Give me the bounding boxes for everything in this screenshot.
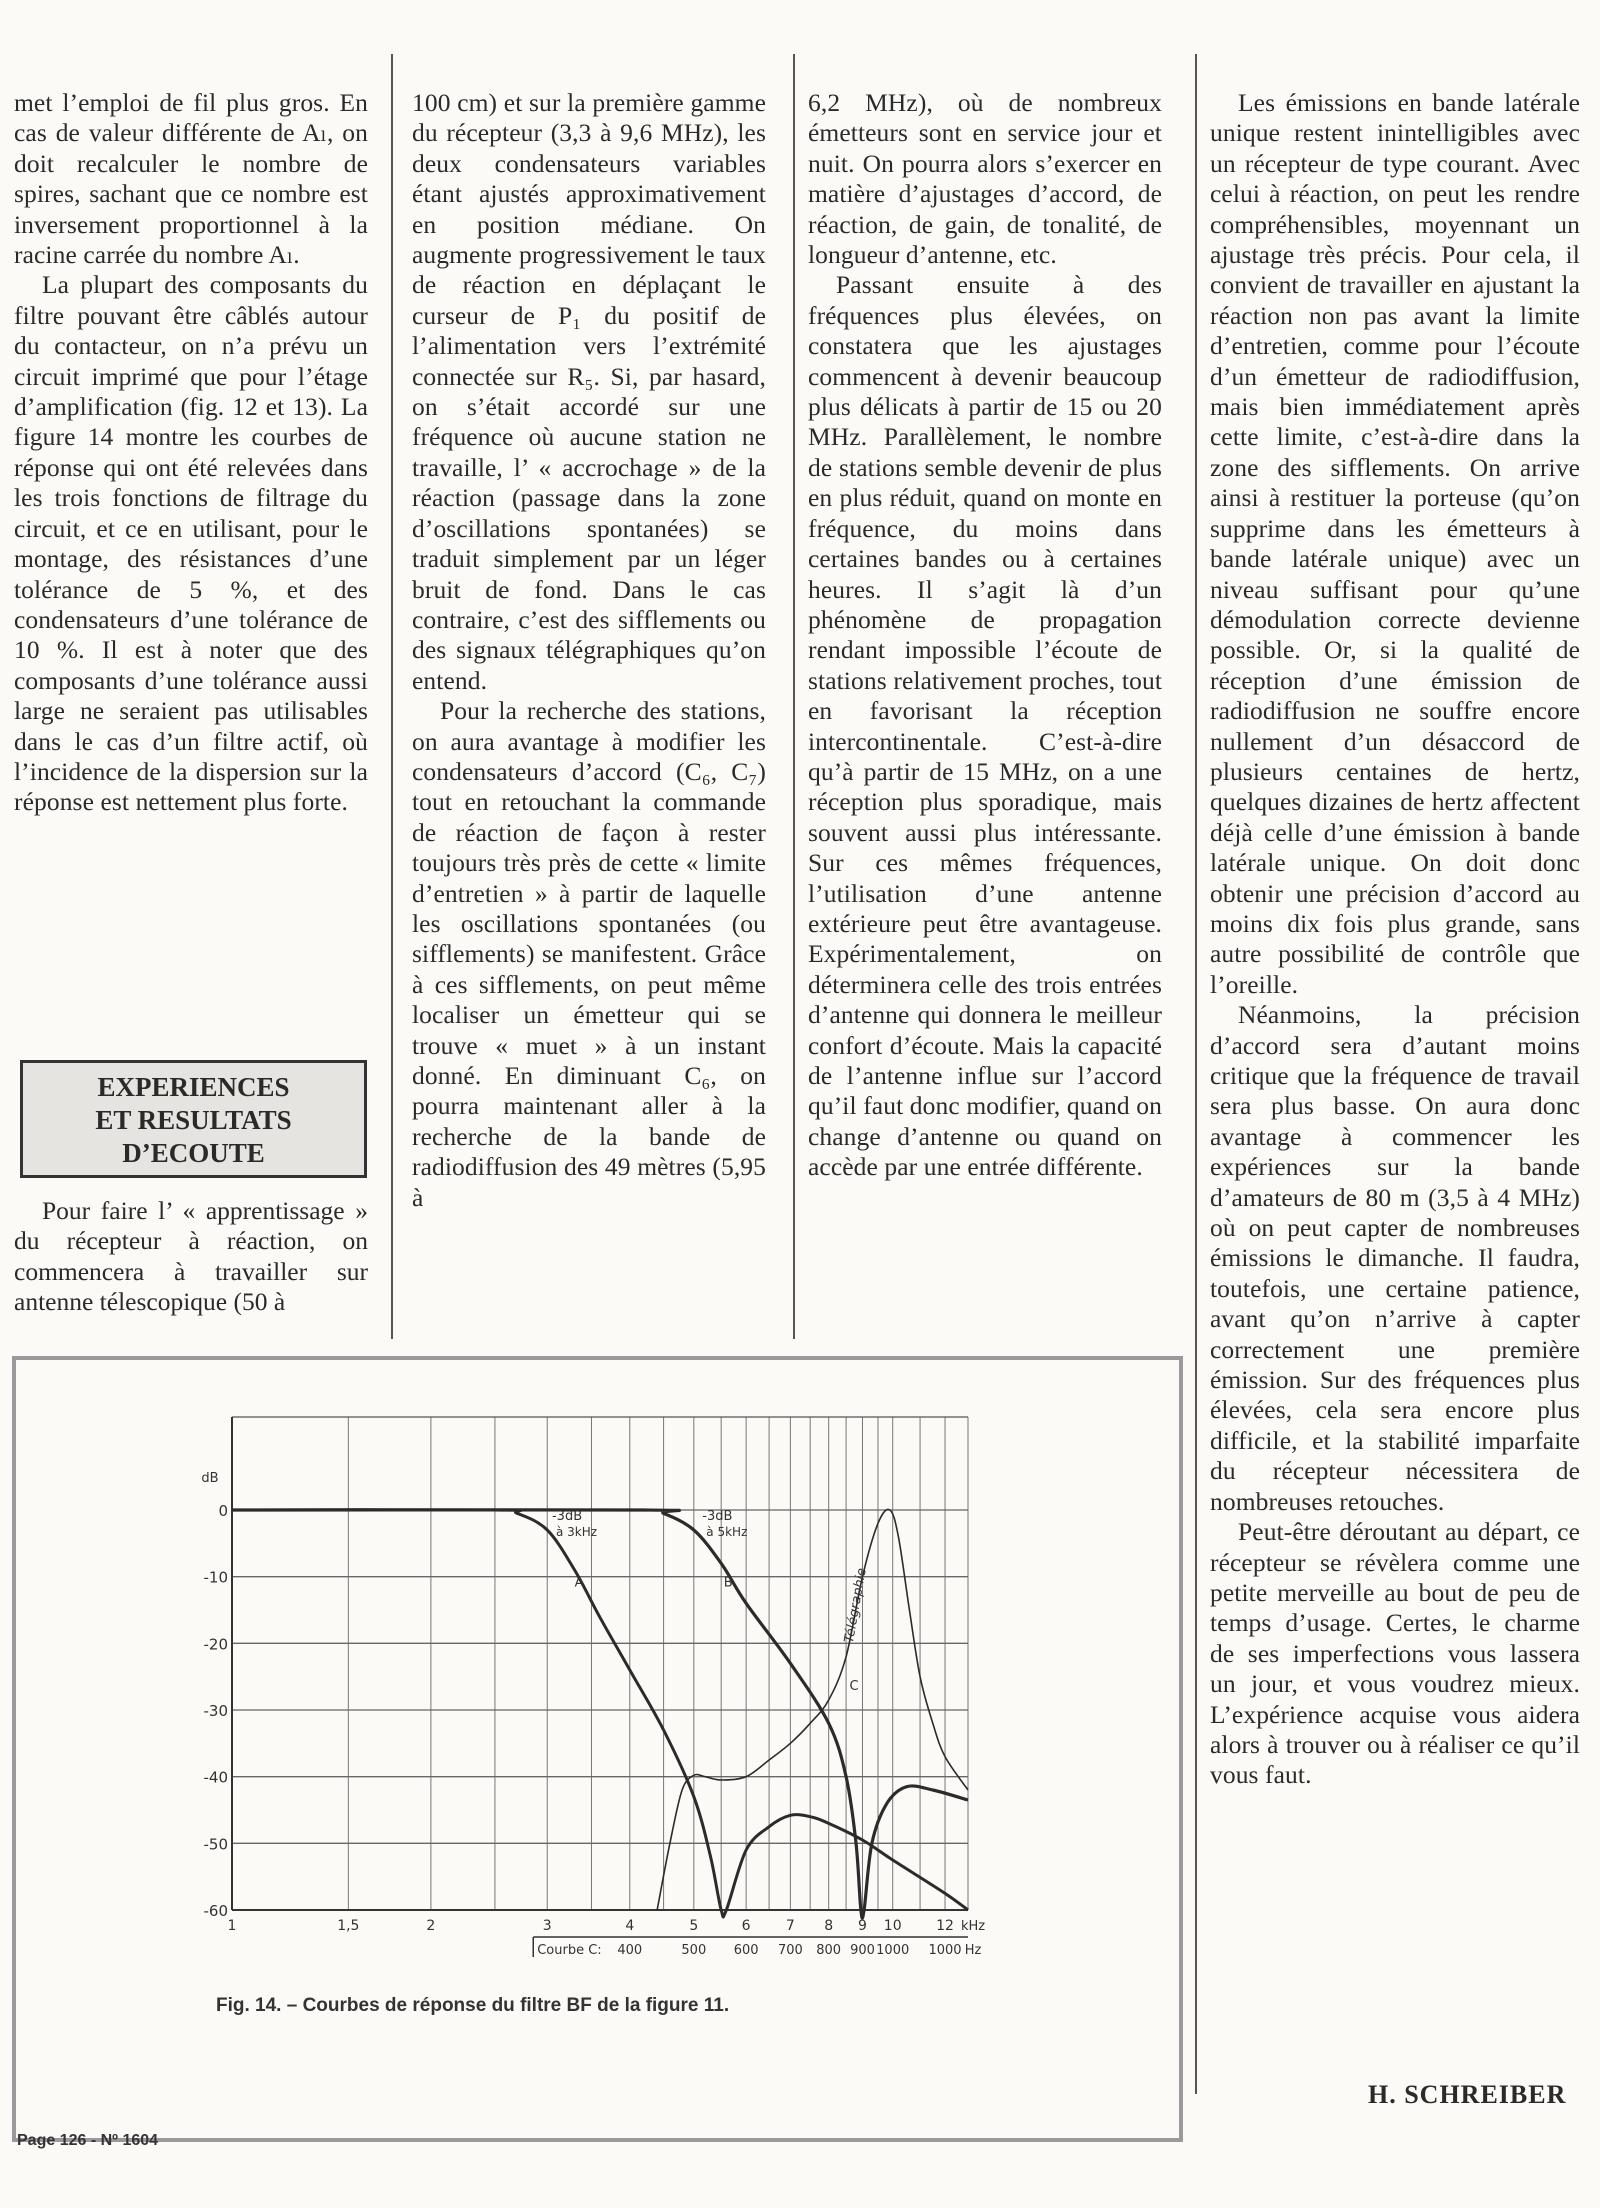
secondary-tick-label: 900 (850, 1943, 875, 1958)
figure-frame (12, 1356, 1183, 2142)
text-column-1 (14, 88, 368, 818)
column-rule (793, 54, 795, 1339)
page-footer: Page 126 - Nº 1604 (17, 2132, 159, 2149)
secondary-tick-label: 700 (777, 1943, 803, 1958)
response-curve-chart (16, 1360, 1179, 2138)
section-heading-line: D’ECOUTE (122, 1138, 265, 1168)
y-tick-label: -20 (203, 1635, 228, 1654)
secondary-tick-label: 1000 (928, 1943, 962, 1958)
section-heading-line: ET RESULTATS (95, 1105, 292, 1135)
paragraph: 6,2 MHz), où de nombreux émetteurs sont en service jour et nuit. On pourra alors s’exercer en matière d’ajustages d’accord, de réaction, de gain, de tonalité, de longueur d’antenne, etc. (808, 88, 1162, 270)
figure-caption: Fig. 14. – Courbes de réponse du filtre BF de la figure 11. (216, 1995, 730, 2016)
secondary-axis-label: Courbe C: (537, 1943, 602, 1958)
text-column-1-continued (14, 1196, 368, 1318)
secondary-tick-label: 400 (617, 1943, 643, 1958)
x-tick-label: 6 (741, 1918, 751, 1934)
x-unit-label: kHz (960, 1919, 986, 1934)
secondary-tick-label: 1000 (876, 1943, 910, 1958)
curve-annotation: -3dB (551, 1509, 583, 1524)
secondary-tick-label: 600 (733, 1943, 759, 1958)
column-rule (1195, 54, 1197, 2094)
text-column-3 (808, 88, 1162, 1183)
text-column-2 (412, 88, 766, 1213)
y-tick-label: 0 (218, 1502, 228, 1520)
text-column-4 (1210, 88, 1580, 1791)
y-axis-label: dB (201, 1471, 219, 1486)
y-tick-label: -10 (203, 1568, 228, 1587)
y-tick-label: -50 (203, 1835, 228, 1854)
paragraph: 100 cm) et sur la première gamme du récepteur (3,3 à 9,6 MHz), les deux condensateurs variables étant ajustés approximativement en position médiane. On augmente progressivement le taux de réaction en déplaçant le curseur de P₁ du positif de l’alimentation vers l’extrémité connectée sur R₅. Si, par hasard, on s’était accordé sur une fréquence où aucune station ne travaille, l’ « accrochage » de la réaction (passage dans la zone d’oscillations spontanées) se traduit simplement par un léger bruit de fond. Dans le cas contraire, c’est des sifflements ou des signaux télégraphiques qu’on entend. (412, 88, 766, 695)
x-tick-label: 3 (542, 1918, 552, 1934)
x-tick-label: 12 (936, 1918, 954, 1934)
secondary-unit-label: Hz (964, 1943, 982, 1958)
paragraph: met l’emploi de fil plus gros. En cas de valeur différente de Aₗ, on doit recalculer le nombre de spires, sachant que ce nombre est inversement proportionnel à la racine carrée du nombre Aₗ. (14, 88, 368, 270)
paragraph: Les émissions en bande latérale unique restent inintelligibles avec un récepteur de type courant. Avec celui à réaction, on peut les rendre compréhensibles, moyennant un ajustage très précis. Pour cela, il convient de travailler en ajustant la réaction non pas avant la limite d’entretien, comme pour l’écoute d’un émetteur de radiodiffusion, mais bien immédiatement après cette limite, c’est-à-dire dans la zone des sifflements. On arrive ainsi à restituer la porteuse (qu’on supprime dans les émetteurs à bande latérale unique) avec un niveau suffisant pour qu’une démodulation correcte devienne possible. Or, si la qualité de réception d’une émission de radiodiffusion ne souffre encore nullement d’un désaccord de plusieurs centaines de hertz, quelques dizaines de hertz affectent déjà celle d’une émission à bande latérale unique. On doit donc obtenir une précision d’accord au moins dix fois plus grande, sans autre possibilité de contrôle que l’oreille. (1210, 88, 1580, 999)
curve-annotation: B (723, 1575, 733, 1591)
x-tick-label: 5 (689, 1918, 699, 1934)
x-tick-label: 7 (785, 1918, 795, 1934)
curve-annotation: C (849, 1679, 859, 1694)
paragraph: Passant ensuite à des fréquences plus élevées, on constatera que les ajustages commencent à devenir beaucoup plus délicats à partir de 15 ou 20 MHz. Parallèlement, le nombre de stations semble devenir de plus en plus réduit, quand on monte en fréquence, du moins dans certaines bandes ou à certaines heures. Il s’agit là d’un phénomène de propagation rendant impossible l’écoute de stations relativement proches, tout en favorisant la réception intercontinentale. C’est-à-dire qu’à partir de 15 MHz, on a une réception plus sporadique, mais souvent aussi plus intéressante. Sur ces mêmes fréquences, l’utilisation d’une antenne extérieure peut être avantageuse. Expérimentalement, on déterminera celle des trois entrées d’antenne qui donnera le meilleur confort d’écoute. Mais la capacité de l’antenne influe sur l’accord qu’il faut donc modifier, quand on change d’antenne ou quand on accède par une entrée différente. (808, 270, 1162, 1182)
paragraph: Pour la recherche des stations, on aura avantage à modifier les condensateurs d’accord (C₆, C₇) tout en retouchant la commande de réaction de façon à rester toujours très près de cette « limite d’entretien » à partir de laquelle les oscillations spontanées (ou sifflements) se manifestent. Grâce à ces sifflements, on peut même localiser un émetteur qui se trouve « muet » à un instant donné. En diminuant C₆, on pourra maintenant aller à la recherche de la bande de radiodiffusion des 49 mètres (5,95 à (412, 696, 766, 1212)
curve-annotation: A (574, 1575, 584, 1591)
y-tick-label: -30 (203, 1702, 228, 1720)
secondary-tick-label: 800 (816, 1943, 842, 1958)
paragraph: Pour faire l’ « apprentissage » du récepteur à réaction, on commencera à travailler sur antenne télescopique (50 à (14, 1196, 368, 1317)
paragraph: Néanmoins, la précision d’accord sera d’autant moins critique que la fréquence de travail sera plus basse. On aura donc avantage à commencer les expériences sur la bande d’amateurs de 80 m (3,5 à 4 MHz) où on peut capter de nombreuses émissions le dimanche. Il faudra, toutefois, une certaine patience, avant qu’on n’arrive à capter correctement une première émission. Sur des fréquences plus élevées, cela sera encore plus difficile, et la stabilité imparfaite du récepteur nécessitera de nombreuses retouches. (1210, 1000, 1580, 1516)
x-tick-label: 1 (227, 1918, 237, 1934)
x-tick-label: 8 (824, 1918, 834, 1934)
y-tick-label: -60 (203, 1902, 228, 1920)
section-heading-line: EXPERIENCES (97, 1072, 290, 1102)
y-tick-label: -40 (203, 1768, 228, 1787)
x-tick-label: 9 (858, 1918, 867, 1934)
x-tick-label: 10 (883, 1918, 902, 1934)
curve-annotation-sub: à 5kHz (706, 1525, 748, 1539)
secondary-tick-label: 500 (681, 1943, 707, 1958)
x-tick-label: 2 (426, 1918, 436, 1934)
x-tick-label: 4 (625, 1918, 635, 1934)
section-heading (20, 1060, 367, 1178)
paragraph: Peut-être déroutant au départ, ce récepteur se révèlera comme une petite merveille au bout de peu de temps d’usage. Certes, le charme de ses imperfections vous lassera un jour, et vous voudrez mieux. L’expérience acquise vous aidera alors à trouver ou à réaliser ce qu’il vous faut. (1210, 1517, 1580, 1790)
curve-annotation-sub: à 3kHz (555, 1525, 598, 1539)
annotation-telegraphie: Télégraphie (841, 1566, 870, 1645)
column-rule (391, 54, 393, 1339)
curve-annotation: -3dB (702, 1509, 733, 1524)
author-signature: H. SCHREIBER (1368, 2080, 1567, 2109)
paragraph: La plupart des composants du filtre pouvant être câblés autour du contacteur, on n’a prévu un circuit imprimé que pour l’étage d’amplification (fig. 12 et 13). La figure 14 montre les courbes de réponse qui ont été relevées dans les trois fonctions de filtrage du circuit, et ce en utilisant, pour le montage, des résistances d’une tolérance de 5 %, et des condensateurs d’une tolérance de 10 %. Il est à noter que des composants d’une tolérance aussi large ne seraient pas utilisables dans le cas d’un filtre actif, où l’incidence de la dispersion sur la réponse est nettement plus forte. (14, 270, 368, 817)
x-tick-label: 1,5 (337, 1918, 360, 1934)
